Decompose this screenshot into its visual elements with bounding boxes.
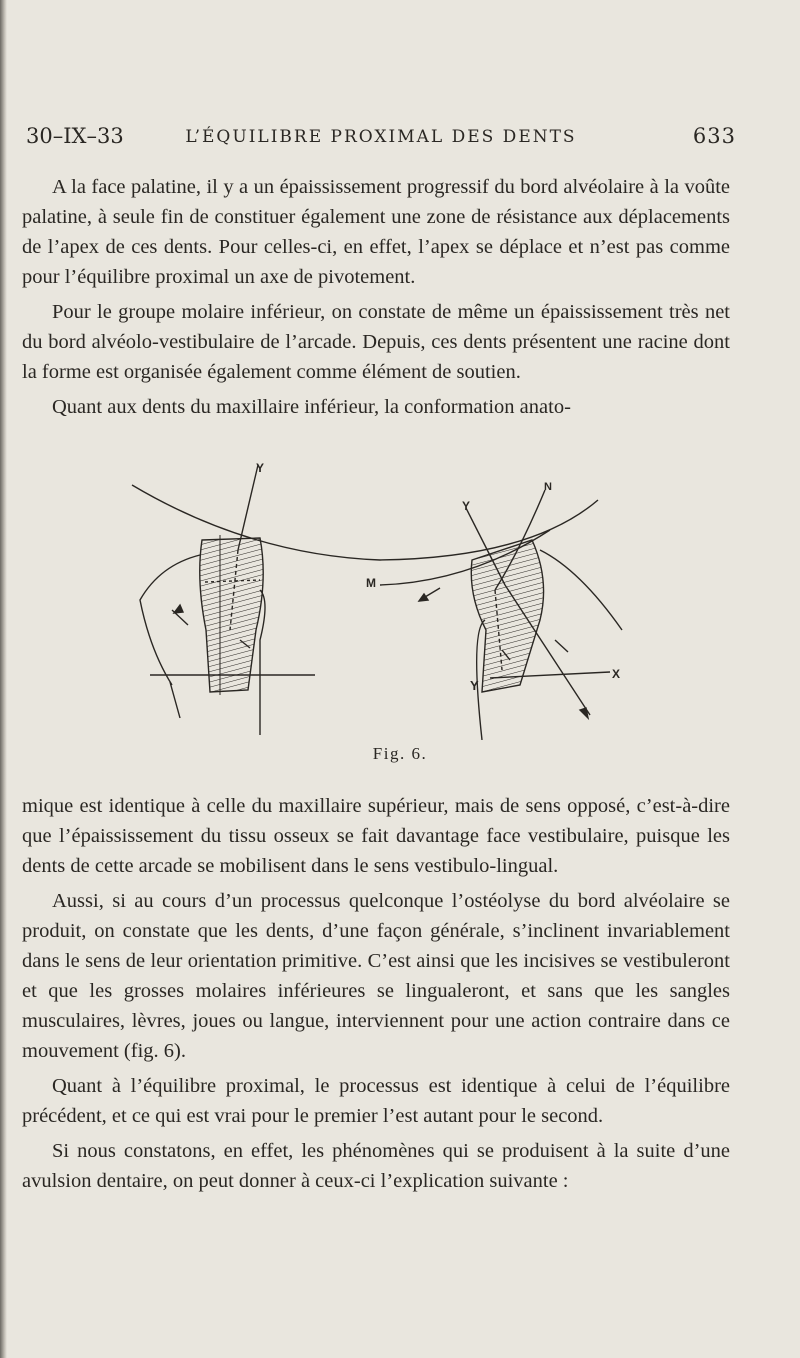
- paragraph: Quant à l’équilibre proximal, le processus est identique à celui de l’équilibre précédent, et ce qui est vrai pour le premier l’est autant pour le second.: [22, 1075, 730, 1127]
- paragraph: Quant aux dents du maxillaire inférieur, la conformation anato-: [52, 396, 571, 418]
- right-tooth: [419, 490, 622, 740]
- text-block-bottom: [22, 791, 730, 1196]
- paragraph: A la face palatine, il y a un épaississement progressif du bord alvéolaire à la voûte palatine, à seule fin de constituer également une zone de résistance aux déplacements de l’apex de ces dents. Pour celles-ci, en effet, l’apex se déplace et n’est pas comme pour l’équilibre proximal un axe de pivotement.: [22, 176, 730, 288]
- label-y-right-top: Y: [462, 499, 471, 513]
- label-x: X: [612, 667, 621, 681]
- book-spine-shadow: [0, 0, 7, 1358]
- header-title: L’ÉQUILIBRE PROXIMAL DES DENTS: [185, 127, 577, 147]
- label-n: N: [544, 481, 552, 493]
- left-tooth: [140, 465, 315, 735]
- header-date: 30–IX–33: [26, 124, 124, 148]
- label-m: M: [366, 576, 376, 590]
- text-block-top: [22, 172, 730, 422]
- running-header: [26, 124, 736, 154]
- label-y-bottom: Y: [470, 678, 479, 693]
- figure-caption: Fig. 6.: [372, 744, 428, 763]
- figure-6-tooth-diagram: [110, 460, 640, 740]
- paragraph: Si nous constatons, en effet, les phénomènes qui se produisent à la suite d’une avulsion dentaire, on peut donner à ceux-ci l’explication suivante :: [22, 1140, 730, 1192]
- paragraph: Pour le groupe molaire inférieur, on constate de même un épaississement très net du bord alvéolo-vestibulaire de l’arcade. Depuis, ces dents présentent une racine dont la forme est organisée également comme élément de soutien.: [22, 301, 730, 383]
- paragraph: mique est identique à celle du maxillaire supérieur, mais de sens opposé, c’est-à-dire que l’épaississement du tissu osseux se fait davantage face vestibulaire, puisque les dents de cette arcade se mobilisent dans le sens vestibulo-lingual.: [22, 795, 730, 877]
- paragraph: Aussi, si au cours d’un processus quelconque l’ostéolyse du bord alvéolaire se produit, on constate que les dents, d’une façon générale, s’inclinent invariablement dans le sens de leur orientation primitive. C’est ainsi que les incisives se vestibuleront et que les grosses molaires inférieures se lingualeront, et sans que les sangles musculaires, lèvres, joues ou langue, interviennent pour une action contraire dans ce mouvement (fig. 6).: [22, 890, 730, 1062]
- label-y-left: Y: [256, 461, 265, 475]
- page-number: 633: [692, 124, 736, 148]
